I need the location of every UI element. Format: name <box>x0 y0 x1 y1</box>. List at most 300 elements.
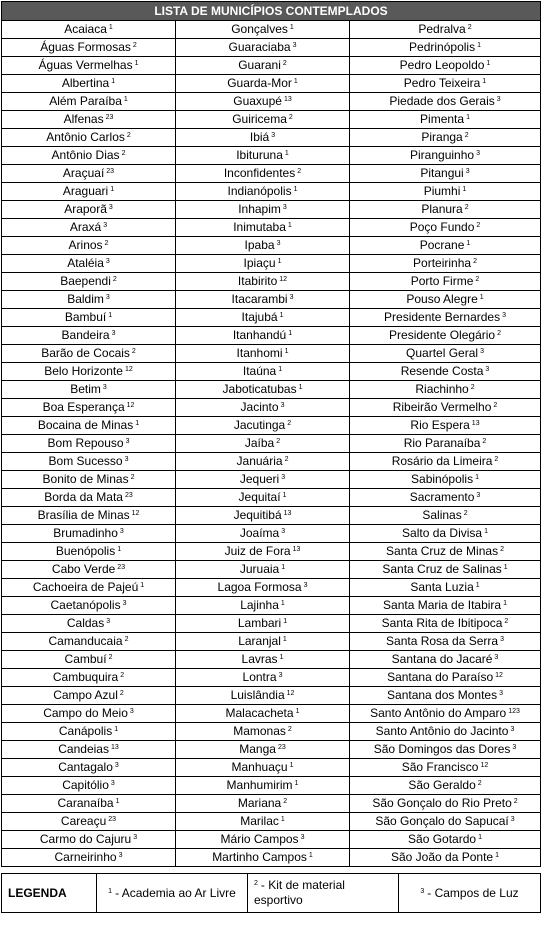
municipality-name: Rio Paranaíba <box>403 436 481 450</box>
municipality-name: Antônio Dias <box>51 148 120 162</box>
municipality-name: Manga <box>239 742 276 756</box>
municipality-cell <box>2 723 176 741</box>
table-row <box>2 309 541 327</box>
municipality-cell <box>2 687 176 705</box>
benefit-marker: 1 <box>284 150 289 157</box>
benefit-marker: 1 <box>293 78 298 85</box>
municipality-cell <box>350 165 541 183</box>
benefit-marker: 1 <box>466 114 470 121</box>
table-row <box>2 147 541 165</box>
benefit-marker: 3 <box>499 690 503 697</box>
benefit-marker: 3 <box>110 780 115 787</box>
municipality-cell <box>350 93 541 111</box>
municipality-cell <box>176 831 350 849</box>
municipality-cell <box>350 399 541 417</box>
municipality-cell <box>2 597 176 615</box>
municipality-cell <box>176 759 350 777</box>
municipality-name: Pedro Teixeira <box>403 76 481 90</box>
municipality-cell <box>2 309 176 327</box>
municipality-name: Alfenas <box>63 112 104 126</box>
benefit-marker: 2 <box>276 438 281 445</box>
benefit-marker: 2 <box>477 780 482 787</box>
benefit-marker: 1 <box>284 348 289 355</box>
benefit-marker: 23 <box>277 744 286 751</box>
municipality-cell <box>2 381 176 399</box>
table-row <box>2 723 541 741</box>
municipality-cell <box>350 579 541 597</box>
municipality-name: Lontra <box>242 670 277 684</box>
municipality-name: São João da Ponte <box>391 850 494 864</box>
municipality-name: Presidente Olegário <box>389 328 496 342</box>
municipality-name: Cabo Verde <box>51 562 116 576</box>
municipality-name: Quartel Geral <box>406 346 479 360</box>
table-row <box>2 813 541 831</box>
municipality-cell <box>350 597 541 615</box>
benefit-marker: 1 <box>115 798 120 805</box>
benefit-marker: 1 <box>477 42 481 49</box>
table-row <box>2 273 541 291</box>
municipality-cell <box>2 147 176 165</box>
municipality-cell <box>176 741 350 759</box>
municipality-name: Mário Campos <box>220 832 299 846</box>
municipality-cell <box>2 399 176 417</box>
municipality-name: Ataléia <box>67 256 104 270</box>
benefit-marker: 2 <box>494 456 499 463</box>
table-row <box>2 543 541 561</box>
municipality-name: Brasília de Minas <box>37 508 130 522</box>
benefit-marker: 3 <box>103 222 108 229</box>
municipality-cell <box>2 237 176 255</box>
benefit-marker: 2 <box>130 474 135 481</box>
table-row <box>2 39 541 57</box>
benefit-marker: 1 <box>294 780 299 787</box>
municipality-name: Araxá <box>69 220 102 234</box>
municipality-name: Brumadinho <box>53 526 118 540</box>
table-row <box>2 489 541 507</box>
municipality-name: Jacutinga <box>233 418 286 432</box>
table-row <box>2 363 541 381</box>
municipality-cell <box>2 93 176 111</box>
municipality-cell <box>350 381 541 399</box>
municipality-cell <box>176 363 350 381</box>
municipality-cell <box>2 129 176 147</box>
municipality-name: Rio Espera <box>410 418 470 432</box>
municipality-cell <box>350 543 541 561</box>
municipality-name: Pedrinópolis <box>409 40 476 54</box>
benefit-marker: 1 <box>466 240 471 247</box>
municipality-name: Manhuaçu <box>231 760 288 774</box>
municipality-name: Caranaíba <box>57 796 114 810</box>
benefit-marker: 1 <box>280 600 285 607</box>
table-row <box>2 705 541 723</box>
benefit-marker: 1 <box>140 582 145 589</box>
municipality-cell <box>176 111 350 129</box>
municipality-name: Borda da Mata <box>44 490 123 504</box>
benefit-marker: 2 <box>108 654 113 661</box>
municipality-name: Lambari <box>237 616 282 630</box>
municipality-name: Santana do Jacaré <box>391 652 493 666</box>
municipality-name: Além Paraíba <box>49 94 122 108</box>
table-row <box>2 579 541 597</box>
municipality-name: Manhumirim <box>226 778 293 792</box>
municipality-name: Resende Costa <box>400 364 484 378</box>
table-row <box>2 453 541 471</box>
benefit-marker: 2 <box>287 726 292 733</box>
table-row <box>2 291 541 309</box>
municipality-name: Laranjal <box>238 634 281 648</box>
benefit-marker: 1 <box>486 60 491 67</box>
benefit-marker: 2 <box>283 798 288 805</box>
benefit-marker: 1 <box>287 222 292 229</box>
municipality-cell <box>176 201 350 219</box>
municipality-cell <box>350 741 541 759</box>
benefit-marker: 3 <box>510 816 515 823</box>
municipality-cell <box>2 111 176 129</box>
benefit-marker: 1 <box>475 474 479 481</box>
municipality-cell <box>2 615 176 633</box>
municipality-cell <box>2 489 176 507</box>
benefit-marker: 1 <box>482 78 487 85</box>
benefit-marker: 1 <box>282 636 287 643</box>
benefit-marker: 3 <box>303 582 308 589</box>
municipality-cell <box>350 687 541 705</box>
table-row <box>2 183 541 201</box>
municipality-cell <box>2 57 176 75</box>
table-row <box>2 255 541 273</box>
municipality-cell <box>350 147 541 165</box>
municipality-name: Jacinto <box>240 400 279 414</box>
municipality-cell <box>350 507 541 525</box>
municipality-cell <box>350 21 541 39</box>
municipality-cell <box>350 129 541 147</box>
benefit-marker: 1 <box>495 852 499 859</box>
municipality-cell <box>176 39 350 57</box>
benefit-marker: 1 <box>108 312 113 319</box>
benefit-marker: 1 <box>295 708 300 715</box>
table-row <box>2 669 541 687</box>
benefit-marker: 3 <box>500 636 504 643</box>
municipality-name: São Francisco <box>401 760 479 774</box>
municipality-cell <box>350 363 541 381</box>
municipality-cell <box>2 39 176 57</box>
table-row <box>2 507 541 525</box>
benefit-marker: 2 <box>497 330 501 337</box>
table-row <box>2 525 541 543</box>
municipality-name: Caetanópolis <box>50 598 121 612</box>
municipality-name: Jequitibá <box>233 508 282 522</box>
municipality-name: Luislândia <box>230 688 285 702</box>
municipality-name: Baldim <box>67 292 104 306</box>
municipality-name: Bocaina de Minas <box>37 418 134 432</box>
table-row <box>2 75 541 93</box>
table-body <box>2 21 541 867</box>
benefit-marker: 1 <box>110 186 115 193</box>
benefit-marker: 3 <box>510 726 515 733</box>
municipality-cell <box>176 813 350 831</box>
municipality-name: Januária <box>236 454 283 468</box>
municipality-cell <box>176 849 350 867</box>
municipality-name: Bom Repouso <box>47 436 124 450</box>
benefit-marker: 1 <box>134 60 139 67</box>
municipality-cell <box>2 273 176 291</box>
municipality-name: Buenópolis <box>55 544 116 558</box>
benefit-marker: 3 <box>480 348 484 355</box>
municipality-name: Pimenta <box>420 112 465 126</box>
legend-item-academia: $^1$ - Academia ao Ar Livre <box>97 874 248 913</box>
municipality-cell <box>350 345 541 363</box>
benefit-marker: 1 <box>281 564 286 571</box>
benefit-marker: 1 <box>111 78 116 85</box>
municipality-cell <box>350 489 541 507</box>
municipality-cell <box>176 183 350 201</box>
municipality-name: Camanducaia <box>48 634 123 648</box>
table-row <box>2 651 541 669</box>
benefit-marker: 3 <box>280 402 285 409</box>
municipality-cell <box>350 255 541 273</box>
municipality-name: Santana do Paraíso <box>387 670 494 684</box>
municipality-cell <box>176 129 350 147</box>
benefit-marker: 3 <box>133 834 138 841</box>
benefit-marker: 1 <box>462 186 467 193</box>
municipality-name: Lavras <box>241 652 278 666</box>
benefit-marker: 12 <box>279 276 288 283</box>
benefit-marker: 3 <box>289 294 294 301</box>
table-row <box>2 381 541 399</box>
benefit-marker: 2 <box>121 150 126 157</box>
municipality-cell <box>2 741 176 759</box>
municipality-name: Jaíba <box>244 436 275 450</box>
municipality-cell <box>350 633 541 651</box>
municipality-name: Arinos <box>68 238 103 252</box>
municipality-name: Salinas <box>422 508 462 522</box>
table-row <box>2 165 541 183</box>
benefit-marker: 13 <box>283 510 292 517</box>
benefit-marker: 3 <box>119 528 124 535</box>
benefit-marker: 3 <box>129 708 134 715</box>
table-row <box>2 471 541 489</box>
municipality-cell <box>176 525 350 543</box>
benefit-marker: 2 <box>504 618 509 625</box>
benefit-marker: 23 <box>124 492 133 499</box>
municipality-name: Lagoa Formosa <box>217 580 302 594</box>
municipality-name: Malacacheta <box>225 706 294 720</box>
benefit-marker: 3 <box>281 474 286 481</box>
municipality-cell <box>176 543 350 561</box>
benefit-marker: 1 <box>293 186 298 193</box>
municipality-name: Campo do Meio <box>43 706 128 720</box>
municipality-name: Pouso Alegre <box>406 292 478 306</box>
municipality-cell <box>350 201 541 219</box>
municipality-name: Campo Azul <box>53 688 118 702</box>
table-row <box>2 399 541 417</box>
municipality-name: Ipiaçu <box>243 256 276 270</box>
municipality-name: Poço Fundo <box>409 220 475 234</box>
municipality-name: Lajinha <box>240 598 279 612</box>
municipality-name: Itacarambi <box>231 292 288 306</box>
benefit-marker: 3 <box>122 600 127 607</box>
benefit-marker: 3 <box>496 96 501 103</box>
municipality-cell <box>350 777 541 795</box>
table-row <box>2 615 541 633</box>
benefit-marker: 2 <box>467 24 472 31</box>
municipality-name: Candeias <box>58 742 109 756</box>
municipality-name: Águas Vermelhas <box>38 58 133 72</box>
benefit-marker: 2 <box>288 114 293 121</box>
benefit-marker: 13 <box>471 420 480 427</box>
municipality-cell <box>2 219 176 237</box>
benefit-marker: 3 <box>106 618 111 625</box>
municipality-name: Belo Horizonte <box>44 364 123 378</box>
benefit-marker: 1 <box>475 582 480 589</box>
benefit-marker: 1 <box>114 726 119 733</box>
benefit-marker: 2 <box>464 132 469 139</box>
benefit-marker: 2 <box>112 276 117 283</box>
municipality-name: Santa Rita de Ibitipoca <box>381 616 503 630</box>
benefit-marker: 3 <box>102 384 107 391</box>
benefit-marker: 3 <box>485 366 490 373</box>
table-row <box>2 345 541 363</box>
municipality-cell <box>2 705 176 723</box>
legend-item-kit: $^2$ - Kit de material esportivo <box>248 874 399 913</box>
municipality-name: Piumhi <box>423 184 461 198</box>
municipality-cell <box>2 183 176 201</box>
table-row <box>2 21 541 39</box>
benefit-marker: 3 <box>476 492 481 499</box>
benefit-marker: 1 <box>478 834 482 841</box>
benefit-marker: 12 <box>124 366 133 373</box>
municipality-cell <box>2 795 176 813</box>
table-row <box>2 57 541 75</box>
municipality-cell <box>350 525 541 543</box>
municipality-name: Cachoeira de Pajeú <box>32 580 139 594</box>
municipality-cell <box>2 579 176 597</box>
municipality-cell <box>176 597 350 615</box>
municipality-cell <box>2 345 176 363</box>
municipality-cell <box>350 327 541 345</box>
benefit-marker: 13 <box>110 744 119 751</box>
municipality-name: Jequeri <box>239 472 280 486</box>
municipality-name: Antônio Carlos <box>46 130 125 144</box>
benefit-marker: 2 <box>473 258 477 265</box>
municipality-name: Santa Maria de Itabira <box>383 598 502 612</box>
legend-label: LEGENDA <box>2 874 97 913</box>
municipality-cell <box>2 507 176 525</box>
benefit-marker: 12 <box>495 672 503 679</box>
benefit-marker: 2 <box>500 546 504 553</box>
municipality-name: Pedro Leopoldo <box>399 58 485 72</box>
municipality-cell <box>176 273 350 291</box>
municipality-cell <box>2 777 176 795</box>
municipality-cell <box>2 813 176 831</box>
municipality-cell <box>176 345 350 363</box>
benefit-marker: 3 <box>124 456 129 463</box>
table-row <box>2 795 541 813</box>
municipality-cell <box>350 417 541 435</box>
municipality-cell <box>350 471 541 489</box>
municipality-name: Inhapim <box>238 202 281 216</box>
municipality-cell <box>176 453 350 471</box>
benefit-marker: 3 <box>271 132 276 139</box>
municipality-name: Baependi <box>60 274 111 288</box>
municipality-cell <box>176 147 350 165</box>
municipality-name: Ibituruna <box>236 148 283 162</box>
municipality-name: Mamonas <box>233 724 286 738</box>
municipality-cell <box>176 219 350 237</box>
benefit-marker: 2 <box>120 672 125 679</box>
benefit-marker: 1 <box>278 366 283 373</box>
municipality-name: Guarani <box>238 58 281 72</box>
municipality-name: Ribeirão Vermelho <box>392 400 492 414</box>
municipality-cell <box>176 309 350 327</box>
municipality-name: Santa Luzia <box>410 580 474 594</box>
table-row <box>2 111 541 129</box>
municipality-cell <box>350 291 541 309</box>
benefit-marker: 2 <box>475 276 480 283</box>
benefit-marker: 1 <box>289 24 294 31</box>
table-row <box>2 93 541 111</box>
legend-item-campos: $^3$ - Campos de Luz <box>399 874 541 913</box>
benefit-marker: 2 <box>287 420 292 427</box>
municipality-name: Martinho Campos <box>212 850 307 864</box>
municipality-name: Guiricema <box>232 112 287 126</box>
benefit-marker: 2 <box>284 456 289 463</box>
municipality-name: Piedade dos Gerais <box>389 94 495 108</box>
municipality-name: Sacramento <box>409 490 475 504</box>
benefit-marker: 2 <box>282 60 287 67</box>
municipality-cell <box>350 237 541 255</box>
table-row <box>2 219 541 237</box>
benefit-marker: 1 <box>282 492 287 499</box>
municipality-name: Santa Cruz de Salinas <box>382 562 502 576</box>
municipality-name: São Gotardo <box>408 832 477 846</box>
municipality-name: Guaraciaba <box>228 40 291 54</box>
municipality-cell <box>176 57 350 75</box>
municipality-name: Ipaba <box>244 238 275 252</box>
municipality-cell <box>350 705 541 723</box>
municipality-cell <box>176 561 350 579</box>
municipality-cell <box>2 255 176 273</box>
benefit-marker: 2 <box>119 690 124 697</box>
benefit-marker: 3 <box>108 204 113 211</box>
benefit-marker: 1 <box>298 384 303 391</box>
benefit-marker: 2 <box>132 42 137 49</box>
municipality-name: Itaúna <box>242 364 277 378</box>
municipality-cell <box>350 759 541 777</box>
benefit-marker: 23 <box>106 168 115 175</box>
benefit-marker: 13 <box>292 546 301 553</box>
municipality-name: Caldas <box>66 616 105 630</box>
municipality-name: Careaçu <box>60 814 107 828</box>
benefit-marker: 2 <box>470 384 475 391</box>
table-row <box>2 849 541 867</box>
benefit-marker: 2 <box>104 240 109 247</box>
municipality-name: Barão de Cocais <box>41 346 130 360</box>
benefit-marker: 13 <box>283 96 292 103</box>
benefit-marker: 12 <box>480 762 489 769</box>
municipality-cell <box>176 291 350 309</box>
municipality-cell <box>2 417 176 435</box>
benefit-marker: 123 <box>508 708 520 715</box>
municipality-name: Betim <box>70 382 101 396</box>
benefit-marker: 1 <box>280 816 285 823</box>
municipality-name: Riachinho <box>415 382 469 396</box>
table-row <box>2 417 541 435</box>
municipality-name: Jaboticatubas <box>222 382 297 396</box>
municipality-name: Carneirinho <box>54 850 117 864</box>
benefit-marker: 3 <box>494 654 499 661</box>
municipality-cell <box>176 669 350 687</box>
municipality-name: Carmo do Cajuru <box>39 832 132 846</box>
